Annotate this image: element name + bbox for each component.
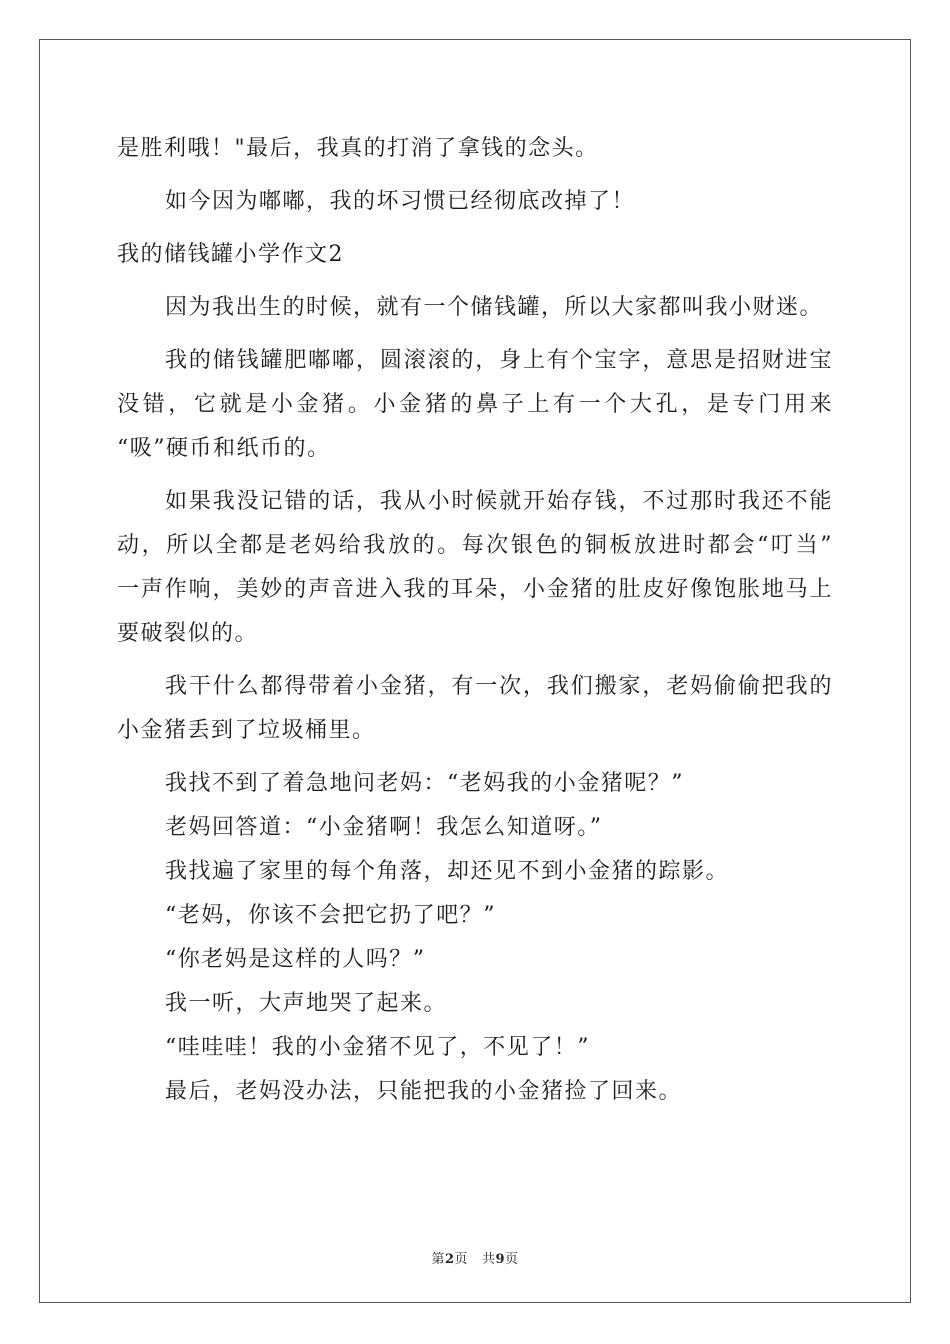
text-line: 一声作响，美妙的声音进入我的耳朵，小金猪的肚皮好像饱胀地马上: [117, 577, 833, 602]
document-body: [117, 127, 833, 1114]
text-line: 如今因为嘟嘟，我的坏习惯已经彻底改掉了！: [165, 189, 636, 214]
page-label-prefix: 第: [431, 1252, 445, 1267]
text-line: 我的储钱罐肥嘟嘟，圆滚滚的，身上有个宝字，意思是招财进宝: [165, 348, 833, 373]
text-line: 小金猪丢到了垃圾桶里。: [117, 718, 376, 743]
text-line: “吸”硬币和纸币的。: [117, 436, 331, 461]
text-line: 我找不到了着急地问老妈：“老妈我的小金猪呢？”: [165, 771, 684, 796]
text-line: 我一听，大声地哭了起来。: [165, 991, 448, 1016]
text-line: 是胜利哦！"最后，我真的打消了拿钱的念头。: [117, 136, 599, 161]
text-line: 我找遍了家里的每个角落，却还见不到小金猪的踪影。: [165, 859, 730, 884]
text-line: 要破裂似的。: [117, 621, 259, 646]
text-line: 我干什么都得带着小金猪，有一次，我们搬家，老妈偷偷把我的: [165, 674, 833, 699]
page-footer: [0, 1248, 950, 1267]
text-line: 老妈回答道：“小金猪啊！我怎么知道呀。”: [165, 815, 603, 840]
text-line: “哇哇哇！我的小金猪不见了，不见了！”: [165, 1035, 590, 1060]
page-label-suffix: 页: [454, 1252, 469, 1267]
total-label-suffix: 页: [505, 1252, 519, 1267]
total-pages: 9: [495, 1252, 506, 1267]
page-number: 2: [444, 1252, 455, 1267]
text-line: “你老妈是这样的人吗？”: [165, 947, 426, 972]
text-line: 动，所以全都是老妈给我放的。每次银色的铜板放进时都会“叮当”: [117, 533, 833, 558]
section-heading: 我的储钱罐小学作文2: [117, 242, 344, 267]
text-line: 因为我出生的时候，就有一个储钱罐，所以大家都叫我小财迷。: [165, 295, 824, 320]
text-line: “老妈，你该不会把它扔了吧？”: [165, 903, 496, 928]
total-label-prefix: 共: [481, 1252, 496, 1267]
text-line: 如果我没记错的话，我从小时候就开始存钱，不过那时我还不能: [165, 489, 833, 514]
text-line: 没错，它就是小金猪。小金猪的鼻子上有一个大孔，是专门用来: [117, 392, 833, 417]
text-line: 最后，老妈没办法，只能把我的小金猪捡了回来。: [165, 1079, 683, 1104]
